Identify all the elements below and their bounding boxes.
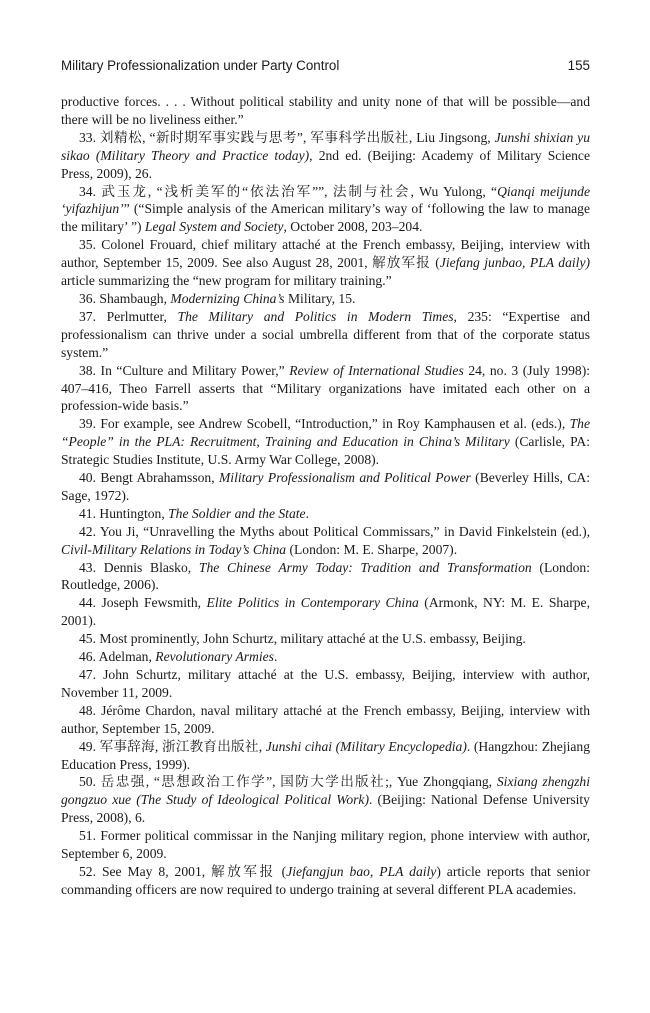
italic-title: The Chinese Army Today: Tradition and Transformation bbox=[198, 559, 532, 575]
endnote bbox=[61, 183, 590, 237]
italic-title: Legal System and Society bbox=[144, 219, 284, 235]
note-text: Colonel Frouard, chief military attaché at the French embassy, Beijing, interview with author, September 15, 2009. See also August 28, 2001, 解放军报 ( bbox=[61, 237, 590, 271]
endnote bbox=[61, 290, 590, 308]
note-number: 46. bbox=[79, 649, 99, 665]
note-text: Adelman, bbox=[98, 649, 156, 665]
note-text: 岳忠强, “思想政治工作学”, 国防大学出版社;, Yue Zhongqiang, bbox=[100, 774, 497, 790]
italic-title: Civil-Military Relations in Today’s China bbox=[61, 541, 287, 557]
note-text: productive forces. . . . Without political stability and unity none of that will be possible—and there will be no liveliness either.” bbox=[61, 94, 590, 127]
note-text: Shambaugh, bbox=[99, 290, 171, 306]
note-text: article summarizing the “new program for military training.” bbox=[61, 273, 392, 289]
italic-title: Review of International Studies bbox=[289, 362, 464, 378]
note-text: Former political commissar in the Nanjing military region, phone interview with author, September 6, 2009. bbox=[61, 828, 590, 862]
endnote bbox=[61, 648, 590, 666]
note-text: For example, see Andrew Scobell, “Introduction,” in Roy Kamphausen et al. (eds.), bbox=[100, 416, 570, 432]
italic-title: The Military and Politics in Modern Times bbox=[177, 308, 454, 324]
running-head bbox=[61, 58, 590, 78]
endnote bbox=[61, 308, 590, 362]
italic-title: The “People” in the PLA: Recruitment, Training and Education in China’s Military bbox=[61, 416, 590, 450]
endnote bbox=[61, 505, 590, 523]
note-text: , 235: “Expertise and professionalism can thrive under a social umbrella different from that of the corporate status system.” bbox=[61, 308, 591, 360]
endnote bbox=[61, 738, 590, 774]
note-number: 44. bbox=[79, 595, 102, 611]
endnote bbox=[61, 469, 590, 505]
note-text: . (Beijing: National Defense University Press, 2008), 6. bbox=[61, 792, 590, 826]
note-text: (London: Routledge, 2006). bbox=[61, 559, 591, 593]
note-number: 43. bbox=[79, 559, 104, 575]
note-text: (Armonk, NY: M. E. Sharpe, 2001). bbox=[61, 595, 590, 629]
endnote bbox=[61, 666, 590, 702]
italic-title: Jiefangjun bao, PLA daily bbox=[286, 863, 437, 879]
note-text: Jérôme Chardon, naval military attaché at the French embassy, Beijing, interview with author, September 15, 2009. bbox=[61, 702, 591, 736]
note-text: , 2nd ed. (Beijing: Academy of Military Science Press, 2009), 26. bbox=[61, 147, 590, 181]
note-number: 40. bbox=[79, 470, 101, 486]
note-text: . (Hangzhou: Zhejiang Education Press, 1999). bbox=[61, 738, 591, 772]
endnote bbox=[61, 863, 590, 899]
note-text: 军事辞海, 浙江教育出版社, bbox=[99, 738, 266, 754]
note-text: 武玉龙, “浅析美军的“依法治军””, 法制与社会, Wu Yulong, “ bbox=[101, 183, 498, 199]
italic-title: Modernizing China’s bbox=[170, 290, 285, 306]
note-number: 50. bbox=[79, 774, 101, 790]
note-text: Joseph Fewsmith, bbox=[101, 595, 207, 611]
note-text: 24, no. 3 (July 1998): 407–416, Theo Farrell asserts that “Military organizations have imitated each other on a profession-wide basis.” bbox=[61, 362, 590, 414]
italic-title: Junshi cihai (Military Encyclopedia) bbox=[265, 738, 467, 754]
endnote bbox=[61, 702, 590, 738]
note-text: Perlmutter, bbox=[106, 308, 178, 324]
note-text: John Schurtz, military attaché at the U.S. embassy, Beijing, interview with author, November 11, 2009. bbox=[61, 667, 590, 700]
note-text: You Ji, “Unravelling the Myths about Political Commissars,” in David Finkelstein (ed.), bbox=[99, 523, 590, 539]
endnote bbox=[61, 827, 590, 863]
endnote bbox=[61, 523, 590, 559]
italic-title: Jiefang junbao, PLA daily) bbox=[439, 255, 591, 271]
endnote bbox=[61, 630, 590, 648]
note-number: 48. bbox=[79, 702, 102, 718]
note-number: 39. bbox=[79, 416, 101, 432]
note-text: 刘精松, “新时期军事实践与思考”, 军事科学出版社, Liu Jingsong, bbox=[99, 129, 495, 145]
note-number: 41. bbox=[79, 505, 100, 521]
note-text: Most prominently, John Schurtz, military attaché at the U.S. embassy, Beijing. bbox=[99, 631, 526, 647]
note-text: (London: M. E. Sharpe, 2007). bbox=[286, 541, 458, 557]
italic-title: Elite Politics in Contemporary China bbox=[206, 595, 419, 611]
note-number: 38. bbox=[79, 362, 101, 378]
endnote bbox=[61, 559, 590, 595]
endnote bbox=[61, 362, 590, 416]
italic-title: Sixiang zhengzhi gongzuo xue (The Study of Ideological Political Work) bbox=[61, 774, 591, 808]
note-text: In “Culture and Military Power,” bbox=[100, 362, 290, 378]
italic-title: The Soldier and the State bbox=[168, 505, 306, 521]
note-number: 47. bbox=[79, 667, 104, 682]
note-text: ) article reports that senior commanding officers are now required to undergo training at several different PLA academies. bbox=[61, 863, 590, 897]
note-number: 36. bbox=[79, 290, 100, 306]
note-text: ” (“Simple analysis of the American military’s way of ‘following the law to manage the military’ ”) bbox=[61, 201, 590, 235]
italic-title: Military Professionalism and Political Power bbox=[218, 470, 471, 486]
note-number: 33. bbox=[79, 129, 100, 145]
note-number: 35. bbox=[79, 237, 102, 253]
running-head-title: Military Professionalization under Party Control bbox=[61, 58, 340, 73]
endnote bbox=[61, 236, 590, 290]
endnote bbox=[61, 129, 590, 183]
endnotes-body bbox=[61, 93, 590, 899]
note-number: 49. bbox=[79, 738, 100, 754]
endnote bbox=[61, 594, 590, 630]
endnote bbox=[61, 773, 590, 827]
italic-title: Junshi shixian yu sikao (Military Theory and Practice today) bbox=[61, 129, 590, 163]
page-number: 155 bbox=[567, 58, 590, 73]
italic-title: Revolutionary Armies bbox=[155, 649, 274, 665]
note-text: Military, 15. bbox=[284, 290, 356, 306]
note-text: (Beverley Hills, CA: Sage, 1972). bbox=[61, 470, 590, 503]
note-number: 42. bbox=[79, 523, 100, 539]
note-text: Bengt Abrahamsson, bbox=[100, 470, 219, 486]
continued-text bbox=[61, 93, 590, 129]
note-number: 51. bbox=[79, 828, 101, 844]
note-text: (Carlisle, PA: Strategic Studies Institute, U.S. Army War College, 2008). bbox=[61, 434, 590, 468]
note-text: Dennis Blasko, bbox=[103, 559, 199, 575]
note-number: 34. bbox=[79, 183, 102, 199]
note-text: , October 2008, 203–204. bbox=[283, 219, 423, 235]
note-text: See May 8, 2001, 解放军报 ( bbox=[101, 863, 287, 879]
note-text: . bbox=[273, 649, 278, 665]
note-text: Huntington, bbox=[99, 505, 169, 521]
note-number: 52. bbox=[79, 863, 102, 879]
italic-title: Qianqi meijunde ‘yifazhijun’ bbox=[61, 183, 590, 217]
note-number: 37. bbox=[79, 308, 107, 324]
note-number: 45. bbox=[79, 631, 100, 647]
note-text: . bbox=[305, 505, 309, 521]
endnote bbox=[61, 415, 590, 469]
